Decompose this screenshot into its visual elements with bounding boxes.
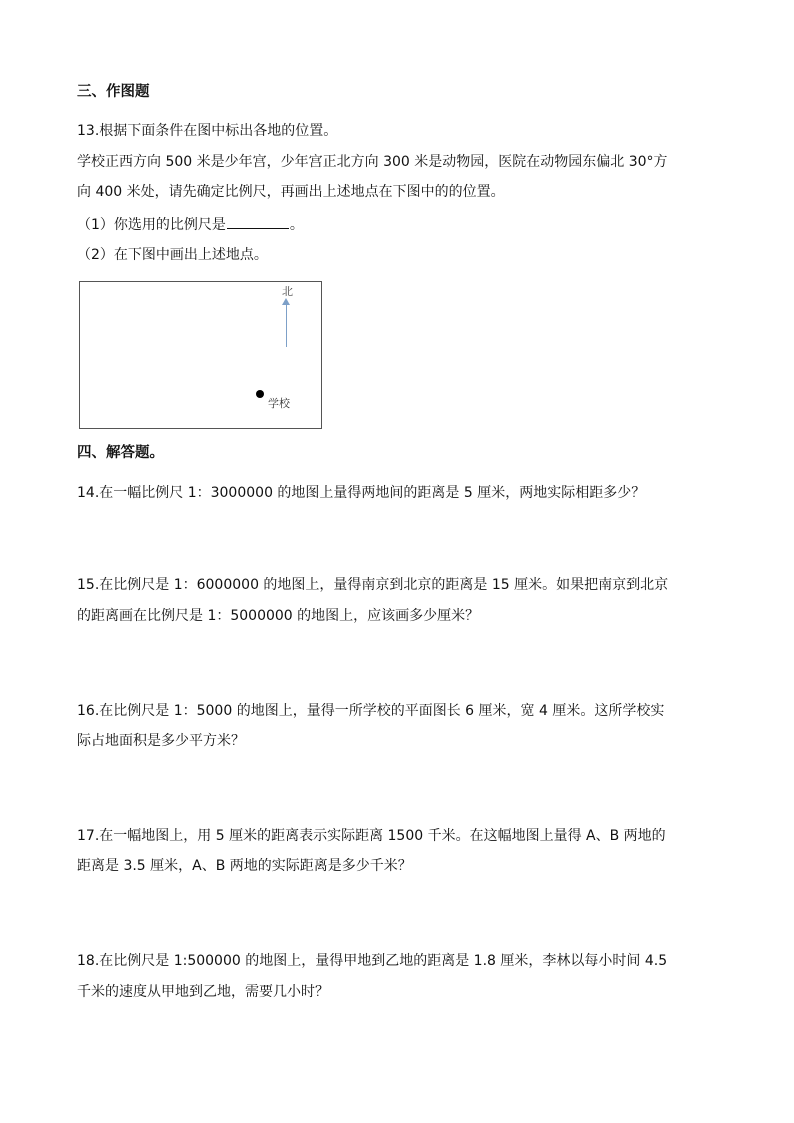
question-16-line-2: 际占地面积是多少平方米？: [77, 733, 245, 749]
question-13-sub-1: [77, 214, 304, 235]
north-label: 北: [282, 285, 293, 298]
answer-blank[interactable]: [227, 214, 289, 229]
question-13-line-1: 学校正西方向 500 米是少年宫，少年宫正北方向 300 米是动物园，医院在动物园东偏北 30°方: [77, 154, 668, 170]
question-17-line-2: 距离是 3.5 厘米，A、B 两地的实际距离是多少千米？: [77, 858, 412, 874]
question-16-line-1: 16.在比例尺是 1：5000 的地图上，量得一所学校的平面图长 6 厘米，宽 4 厘米。这所学校实: [77, 703, 665, 719]
section-heading-drawing: 三、作图题: [77, 84, 150, 100]
question-18-line-2: 千米的速度从甲地到乙地，需要几小时？: [77, 984, 329, 1000]
section-heading-solve: 四、解答题。: [77, 445, 164, 461]
question-15-line-2: 的距离画在比例尺是 1：5000000 的地图上，应该画多少厘米？: [77, 608, 480, 624]
school-label: 学校: [268, 397, 290, 410]
question-13-title: 13.根据下面条件在图中标出各地的位置。: [77, 123, 338, 139]
north-arrow-icon: [286, 301, 287, 347]
school-point-icon: [256, 390, 264, 398]
question-17-line-1: 17.在一幅地图上，用 5 厘米的距离表示实际距离 1500 千米。在这幅地图上量得 A、B 两地的: [77, 828, 666, 844]
question-14-line-1: 14.在一幅比例尺 1：3000000 的地图上量得两地间的距离是 5 厘米，两地实际相距多少？: [77, 485, 646, 501]
map-diagram[interactable]: [79, 281, 322, 429]
sub-1-suffix: 。: [289, 217, 304, 233]
sub-1-prefix: （1）你选用的比例尺是: [77, 217, 226, 233]
question-13-line-2: 向 400 米处，请先确定比例尺，再画出上述地点在下图中的的位置。: [77, 184, 505, 200]
question-13-sub-2: （2）在下图中画出上述地点。: [77, 247, 268, 263]
question-15-line-1: 15.在比例尺是 1：6000000 的地图上，量得南京到北京的距离是 15 厘米。如果把南京到北京: [77, 577, 669, 593]
question-18-line-1: 18.在比例尺是 1:500000 的地图上，量得甲地到乙地的距离是 1.8 厘米，李林以每小时间 4.5: [77, 953, 668, 969]
